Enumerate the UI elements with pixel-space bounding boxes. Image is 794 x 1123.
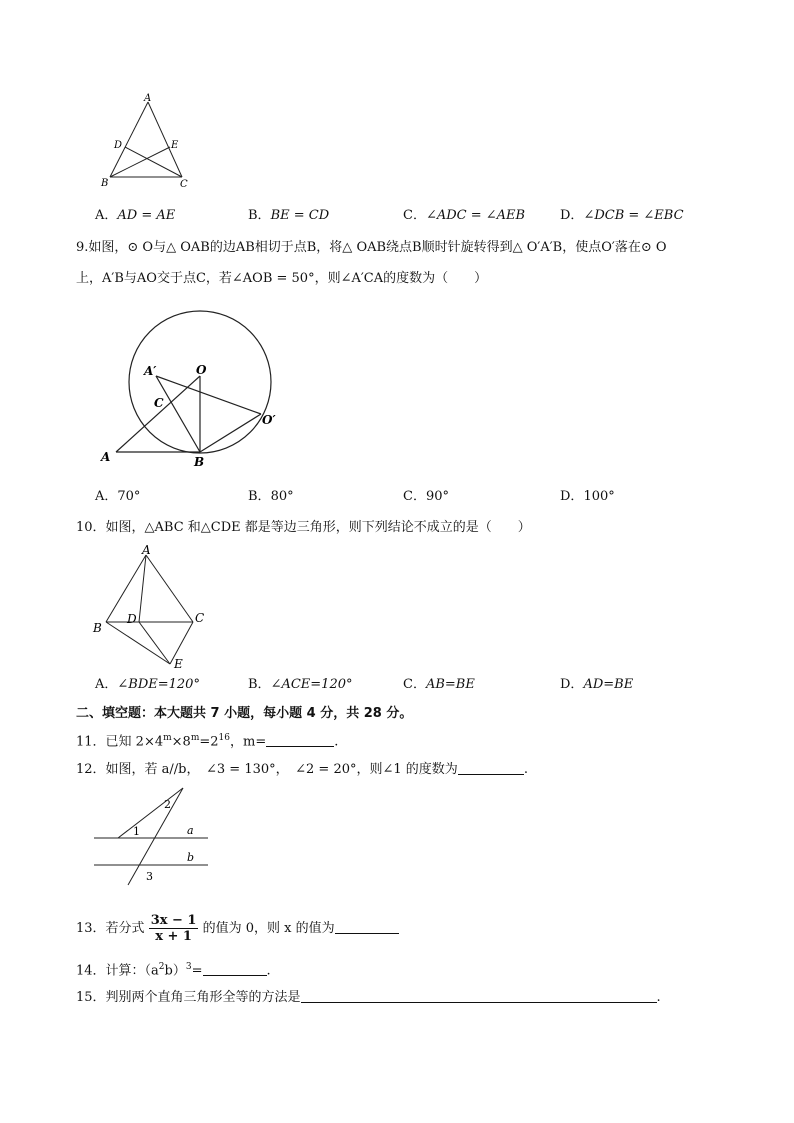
- q12-parallel-lines-figure: [88, 782, 218, 890]
- q11-stem: 11．已知 $2\times 4^m\times 8^m=2^{16}$，m= .: [76, 733, 339, 750]
- q9-option-d[interactable]: D．100°: [560, 489, 615, 504]
- q12-label-b: b: [187, 851, 195, 864]
- q9-stem-line1: 9.如图，⊙ O与△ OAB的边AB相切于点B，将△ OAB绕点B顺时针旋转得到△ O′A′B，使点O′落在⊙ O: [76, 240, 667, 255]
- q10-option-d[interactable]: D．AD=BE: [560, 677, 634, 692]
- q12-answer-blank[interactable]: [458, 760, 524, 775]
- q9-label-b: B: [194, 455, 205, 469]
- q8-label-d: D: [114, 140, 123, 151]
- q8-label-c: C: [180, 179, 188, 190]
- q10-label-b: B: [93, 621, 102, 635]
- q13-fraction: $\frac{3x - 1}{x + 1}$: [150, 913, 197, 944]
- q14-answer-blank[interactable]: [203, 961, 267, 976]
- q8-option-a[interactable]: A．AD = AE: [95, 208, 176, 223]
- q12-label-1: 1: [133, 825, 140, 838]
- q8-label-e: E: [171, 140, 179, 151]
- q10-option-a[interactable]: A．∠BDE=120°: [95, 677, 200, 692]
- q8-triangle-figure: [96, 90, 196, 192]
- q10-stem: 10．如图，△ABC 和△CDE 都是等边三角形，则下列结论不成立的是（ ）: [76, 520, 531, 535]
- q8-label-b: B: [101, 178, 109, 189]
- q8-option-d[interactable]: D．∠DCB = ∠EBC: [560, 208, 684, 223]
- q12-stem: 12．如图，若 a//b， ∠3 = 130°， ∠2 = 20°，则∠1 的度数为 .: [76, 762, 528, 777]
- q10-label-c: C: [195, 611, 205, 625]
- q8-label-a: A: [144, 93, 152, 104]
- q8-option-c[interactable]: C．∠ADC = ∠AEB: [403, 208, 526, 223]
- q8-option-b[interactable]: B．BE = CD: [248, 208, 330, 223]
- q12-label-2: 2: [164, 798, 171, 811]
- q9-label-o: O: [196, 363, 207, 377]
- q10-equilateral-figure: [90, 541, 220, 671]
- q9-circle-figure: [96, 298, 296, 474]
- q9-label-a: A: [101, 450, 111, 464]
- q9-label-a-prime: A′: [144, 364, 157, 378]
- q12-label-3: 3: [146, 870, 153, 883]
- q10-label-e: E: [174, 657, 183, 671]
- q9-option-a[interactable]: A．70°: [95, 489, 141, 504]
- q9-label-o-prime: O′: [262, 413, 276, 427]
- q9-option-b[interactable]: B．80°: [248, 489, 294, 504]
- q14-stem: 14．计算：$(a^2b)^3=$ .: [76, 962, 271, 979]
- q11-answer-blank[interactable]: [266, 732, 334, 747]
- q13-answer-blank[interactable]: [335, 919, 399, 934]
- q9-stem-line2: 上，A′B与AO交于点C，若∠AOB = 50°，则∠A′CA的度数为（ ）: [76, 271, 488, 286]
- q9-option-c[interactable]: C．90°: [403, 489, 449, 504]
- q9-label-c: C: [154, 396, 164, 410]
- q15-stem: 15．判别两个直角三角形全等的方法是 .: [76, 990, 661, 1005]
- q10-label-a: A: [142, 543, 151, 557]
- q13-stem: 13．若分式 $\frac{3x - 1}{x + 1}$ 的值为 0，则 x 的值为: [76, 911, 399, 947]
- q10-option-c[interactable]: C．AB=BE: [403, 677, 475, 692]
- q15-answer-blank[interactable]: [301, 988, 657, 1003]
- section-2-heading: 二、填空题：本大题共 7 小题，每小题 4 分，共 28 分。: [76, 706, 413, 721]
- q10-option-b[interactable]: B．∠ACE=120°: [248, 677, 353, 692]
- q12-label-a: a: [187, 824, 194, 837]
- q10-label-d: D: [127, 612, 137, 626]
